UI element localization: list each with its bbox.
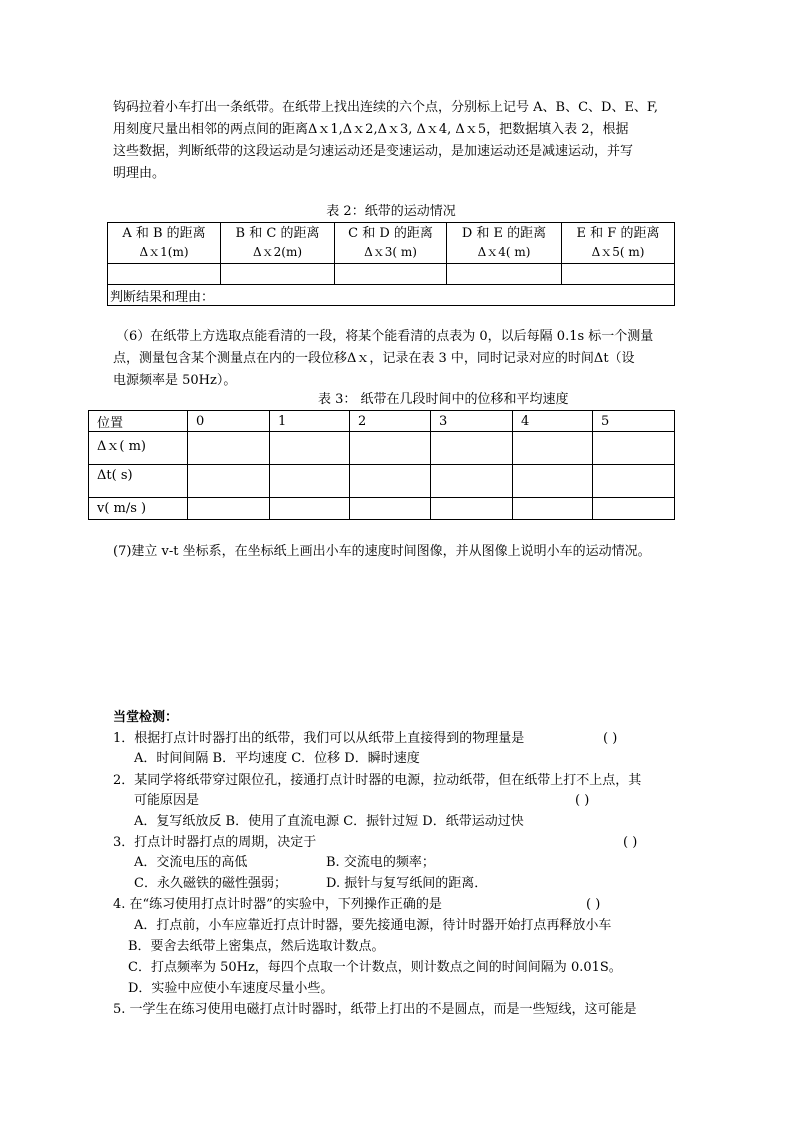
table3-caption: 表 3： 纸带在几段时间中的位移和平均速度 bbox=[318, 392, 569, 407]
table3-row-label-dx: Δｘ( m) bbox=[89, 432, 188, 465]
q3-answer-paren[interactable]: ( ) bbox=[623, 835, 638, 850]
table2-cell[interactable] bbox=[335, 264, 447, 285]
table3-cell[interactable] bbox=[593, 498, 675, 520]
step6-line-3: 电源频率是 50Hz）。 bbox=[113, 373, 237, 388]
q4-option-c: C．打点频率为 50Hz，每四个点取一个计数点，则计数点之间的时间间隔为 0.01S。 bbox=[128, 960, 622, 975]
table3-row-v bbox=[89, 498, 675, 520]
table3-header-row bbox=[89, 411, 675, 432]
q1-options: A．时间间隔 B．平均速度 C．位移 D．瞬时速度 bbox=[134, 751, 420, 766]
table3-col-5: 5 bbox=[593, 411, 675, 432]
q3-stem: 3．打点计时器打点的周期，决定于 bbox=[113, 835, 317, 850]
table3-cell[interactable] bbox=[270, 498, 350, 520]
table3-cell[interactable] bbox=[431, 465, 513, 498]
table2-header-cd: C 和 D 的距离 Δｘ3( m) bbox=[335, 223, 447, 264]
table2-header-ef: E 和 F 的距离 Δｘ5( m) bbox=[562, 223, 675, 264]
q4-answer-paren[interactable]: ( ) bbox=[586, 897, 601, 912]
intro-line-2: 用刻度尺量出相邻的两点间的距离Δｘ1,Δｘ2,Δｘ3, Δｘ4, Δｘ5，把数据填入表 2，根据 bbox=[113, 122, 629, 137]
table3-header-label: 位置 bbox=[89, 411, 188, 432]
table2-footer[interactable]: 判断结果和理由： bbox=[108, 285, 675, 306]
q3-option-b: B. 交流电的频率； bbox=[326, 855, 435, 870]
table3-row-dt bbox=[89, 465, 675, 498]
q5-stem: 5. 一学生在练习使用电磁打点计时器时，纸带上打出的不是圆点，而是一些短线，这可能是 bbox=[113, 1002, 637, 1017]
table2-header-row bbox=[108, 223, 675, 264]
intro-line-4: 明理由。 bbox=[113, 166, 166, 181]
step7-text: (7)建立 v-t 坐标系，在坐标纸上画出小车的速度时间图像，并从图像上说明小车的运动情况。 bbox=[113, 544, 651, 559]
table3-col-1: 1 bbox=[270, 411, 350, 432]
intro-line-3: 这些数据，判断纸带的这段运动是匀速运动还是变速运动，是加速运动还是减速运动，并写 bbox=[113, 144, 634, 159]
table3-cell[interactable] bbox=[431, 432, 513, 465]
q4-stem: 4. 在“练习使用打点计时器”的实验中，下列操作正确的是 bbox=[113, 897, 442, 912]
table2 bbox=[107, 222, 675, 306]
q3-option-d: D. 振针与复写纸间的距离． bbox=[326, 876, 488, 891]
q2-stem-2: 可能原因是 bbox=[134, 793, 200, 808]
table3-cell[interactable] bbox=[270, 465, 350, 498]
table3-cell[interactable] bbox=[350, 498, 431, 520]
q4-option-a: A．打点前，小车应靠近打点计时器，要先接通电源，待计时器开始打点再释放小车 bbox=[134, 918, 612, 933]
table2-cell[interactable] bbox=[447, 264, 562, 285]
table3-col-0: 0 bbox=[188, 411, 270, 432]
table3-col-3: 3 bbox=[431, 411, 513, 432]
table3-cell[interactable] bbox=[513, 465, 593, 498]
table3 bbox=[88, 410, 675, 520]
q2-options: A．复写纸放反 B．使用了直流电源 C．振针过短 D．纸带运动过快 bbox=[134, 814, 524, 829]
q1-stem: 1．根据打点计时器打出的纸带，我们可以从纸带上直接得到的物理量是 bbox=[113, 731, 525, 746]
quiz-title: 当堂检测： bbox=[113, 710, 179, 725]
q4-option-d: D．实验中应使小车速度尽量小些。 bbox=[128, 981, 334, 996]
table3-cell[interactable] bbox=[593, 465, 675, 498]
table3-cell[interactable] bbox=[513, 432, 593, 465]
table2-cell[interactable] bbox=[221, 264, 335, 285]
step6-line-1: （6）在纸带上方选取点能看清的一段，将某个能看清的点表为 0，以后每隔 0.1s 标一个测量 bbox=[116, 329, 654, 344]
table3-col-2: 2 bbox=[350, 411, 431, 432]
table2-header-ab: A 和 B 的距离 Δｘ1(m) bbox=[108, 223, 221, 264]
step6-line-2: 点，测量包含某个测量点在内的一段位移Δｘ，记录在表 3 中，同时记录对应的时间Δt（设 bbox=[113, 351, 635, 366]
table3-row-label-v: v( m/s ) bbox=[89, 498, 188, 520]
table2-cell[interactable] bbox=[108, 264, 221, 285]
q2-answer-paren[interactable]: ( ) bbox=[575, 793, 590, 808]
q1-answer-paren[interactable]: ( ) bbox=[603, 731, 618, 746]
table2-header-de: D 和 E 的距离 Δｘ4( m) bbox=[447, 223, 562, 264]
table2-footer-row bbox=[108, 285, 675, 306]
table3-cell[interactable] bbox=[431, 498, 513, 520]
table3-cell[interactable] bbox=[188, 498, 270, 520]
table3-cell[interactable] bbox=[270, 432, 350, 465]
intro-line-1: 钩码拉着小车打出一条纸带。在纸带上找出连续的六个点，分别标上记号 A、B、C、D、E、F, bbox=[113, 100, 659, 115]
table3-cell[interactable] bbox=[593, 432, 675, 465]
table2-header-bc: B 和 C 的距离 Δｘ2(m) bbox=[221, 223, 335, 264]
table3-cell[interactable] bbox=[513, 498, 593, 520]
table2-cell[interactable] bbox=[562, 264, 675, 285]
table3-cell[interactable] bbox=[188, 432, 270, 465]
table2-data-row bbox=[108, 264, 675, 285]
q2-stem: 2．某同学将纸带穿过限位孔，接通打点计时器的电源，拉动纸带，但在纸带上打不上点，其 bbox=[113, 773, 642, 788]
table3-row-dx bbox=[89, 432, 675, 465]
q3-option-a: A．交流电压的高低 bbox=[134, 855, 248, 870]
table2-caption: 表 2：纸带的运动情况 bbox=[326, 204, 456, 219]
table3-cell[interactable] bbox=[350, 465, 431, 498]
q3-option-c: C．永久磁铁的磁性强弱； bbox=[134, 876, 287, 891]
q4-option-b: B．要舍去纸带上密集点，然后选取计数点。 bbox=[128, 939, 385, 954]
table3-row-label-dt: Δt( s) bbox=[89, 465, 188, 498]
table3-cell[interactable] bbox=[188, 465, 270, 498]
table3-col-4: 4 bbox=[513, 411, 593, 432]
table3-cell[interactable] bbox=[350, 432, 431, 465]
